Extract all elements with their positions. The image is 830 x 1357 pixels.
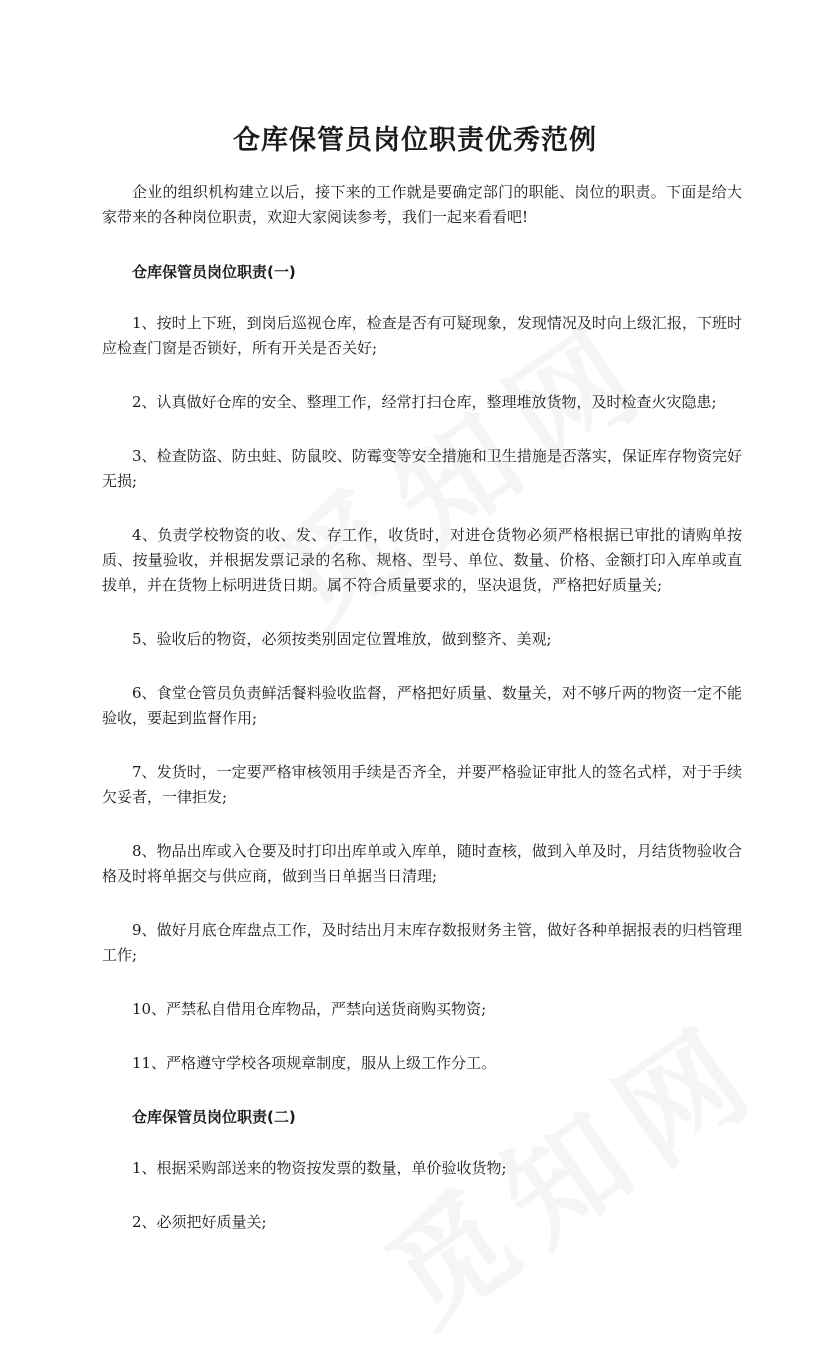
list-item: 2、认真做好仓库的安全、整理工作，经常打扫仓库，整理堆放货物，及时检查火灾隐患; [132,393,717,411]
intro-paragraph: 企业的组织机构建立以后，接下来的工作就是要确定部门的职能、岗位的职责。下面是给大家带来的各种岗位职责，欢迎大家阅读参考，我们一起来看看吧! [102,183,742,226]
list-item: 9、做好月底仓库盘点工作，及时结出月末库存数报财务主管，做好各种单据报表的归档管理工作; [102,921,742,964]
list-item: 6、食堂仓管员负责鲜活餐料验收监督，严格把好质量、数量关，对不够斤两的物资一定不能验收，要起到监督作用; [102,684,742,727]
list-item: 2、必须把好质量关; [132,1213,267,1231]
list-item: 7、发货时，一定要严格审核领用手续是否齐全，并要严格验证审批人的签名式样，对于手续欠妥者，一律拒发; [102,763,742,806]
list-item: 1、按时上下班，到岗后巡视仓库，检查是否有可疑现象，发现情况及时向上级汇报，下班时应检查门窗是否锁好，所有开关是否关好; [102,314,742,357]
list-item: 3、检查防盗、防虫蛀、防鼠咬、防霉变等安全措施和卫生措施是否落实，保证库存物资完好无损; [102,447,742,490]
section-heading: 仓库保管员岗位职责(一) [132,263,296,281]
list-item: 10、严禁私自借用仓库物品，严禁向送货商购买物资; [132,1000,487,1018]
document-body [102,180,742,1264]
page-title: 仓库保管员岗位职责优秀范例 [233,125,597,157]
section-heading: 仓库保管员岗位职责(二) [132,1108,296,1126]
list-item: 1、根据采购部送来的物资按发票的数量，单价验收货物; [132,1159,507,1177]
list-item: 11、严格遵守学校各项规章制度，服从上级工作分工。 [132,1054,497,1072]
list-item: 4、负责学校物资的收、发、存工作，收货时，对进仓货物必须严格根据已审批的请购单按质、按量验收，并根据发票记录的名称、规格、型号、单位、数量、价格、金额打印入库单或直拔单，并在货物上标明进货日期。属不符合质量要求的，坚决退货，严格把好质量关; [102,526,742,594]
list-item: 5、验收后的物资，必须按类别固定位置堆放，做到整齐、美观; [132,630,552,648]
list-item: 8、物品出库或入仓要及时打印出库单或入库单，随时查核，做到入单及时，月结货物验收合格及时将单据交与供应商，做到当日单据当日清理; [102,842,742,885]
